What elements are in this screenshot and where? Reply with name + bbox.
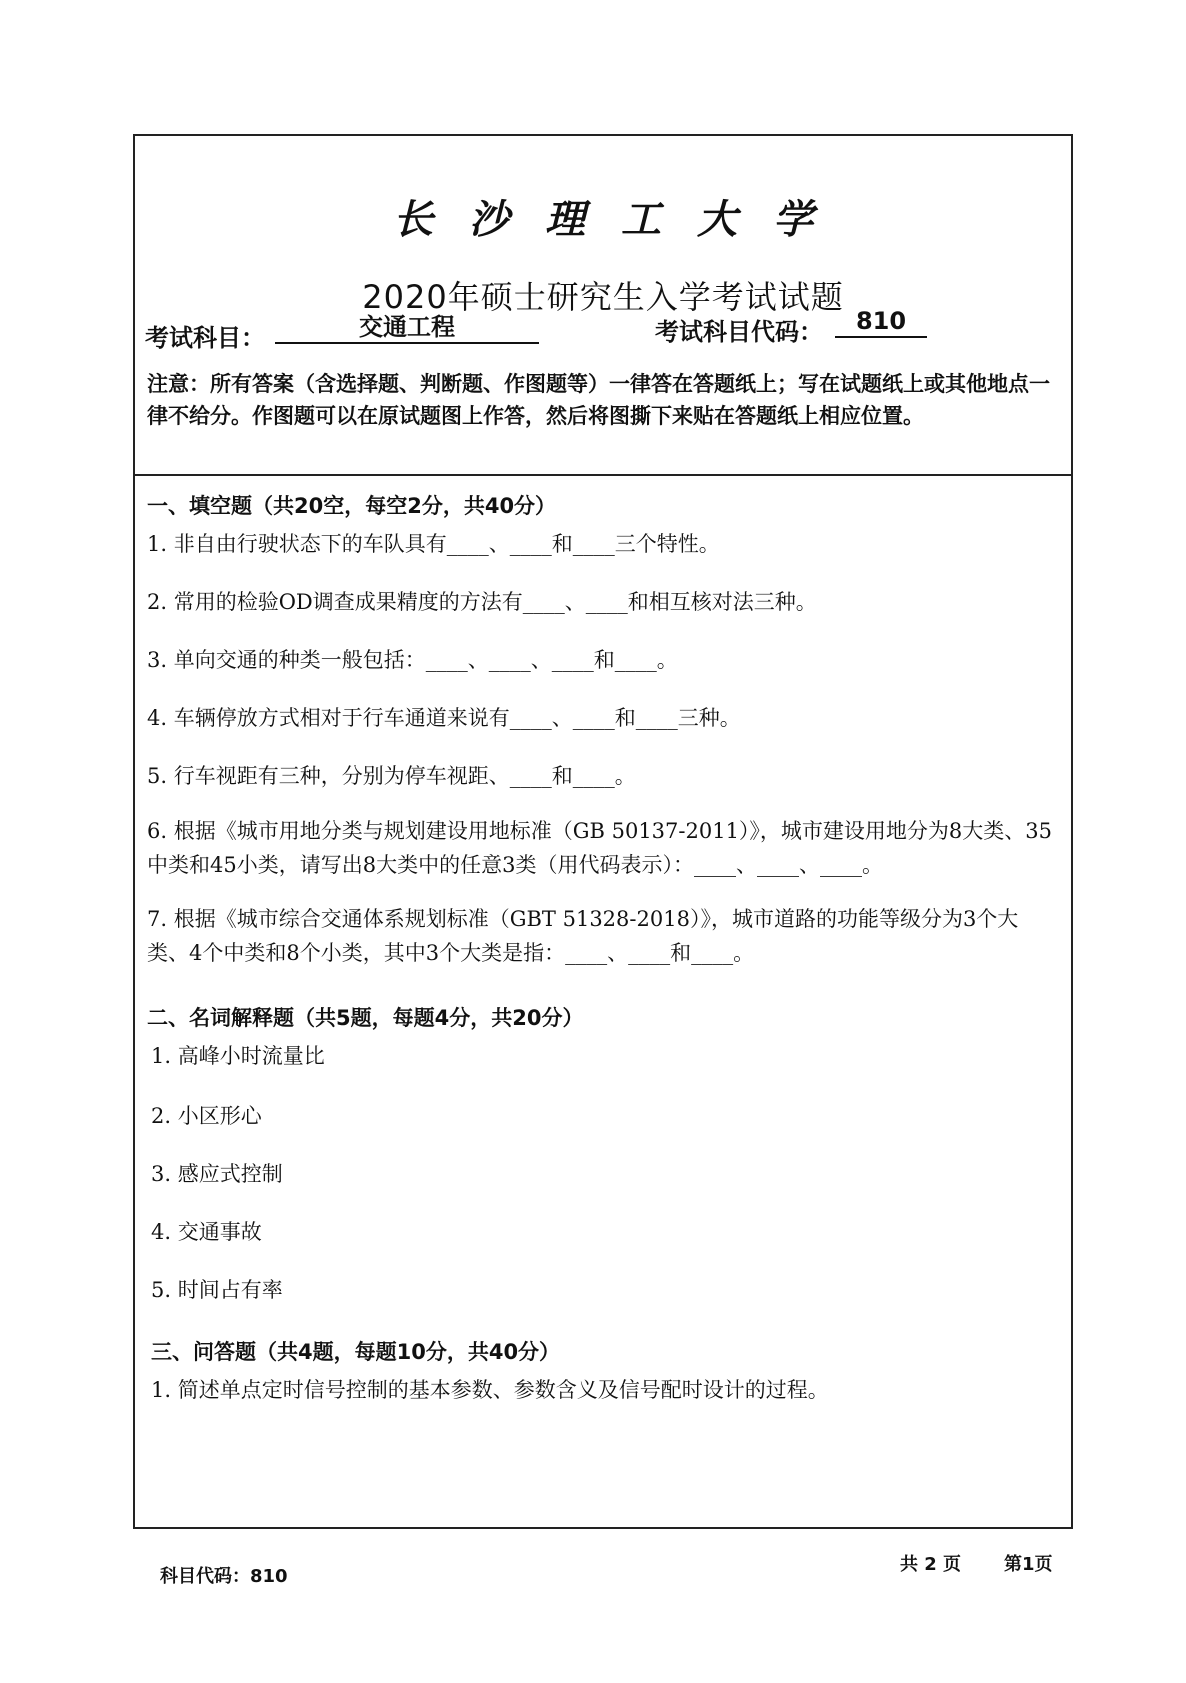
section1-heading: 一、填空题（共20空，每空2分，共40分）: [147, 494, 557, 518]
section2-q3: 3. 感应式控制: [151, 1162, 283, 1186]
section1-q7: 7. 根据《城市综合交通体系规划标准（GBT 51328-2018）》，城市道路的功能等级分为3个大类、4个中类和8个小类，其中3个大类是指：____、____和____。: [147, 907, 1019, 965]
section1-q5: 5. 行车视距有三种，分别为停车视距、____和____。: [147, 764, 636, 788]
subject-label: 考试科目：: [145, 324, 265, 352]
footer-page-number: 第1页: [1004, 1554, 1053, 1575]
section1-q1: 1. 非自由行驶状态下的车队具有____、____和____三个特性。: [147, 532, 720, 556]
section2-q1: 1. 高峰小时流量比: [151, 1044, 325, 1068]
code-value: 810: [835, 306, 927, 338]
section2-q4: 4. 交通事故: [151, 1220, 262, 1244]
footer-subject-code: 科目代码：810: [160, 1566, 288, 1587]
section2-q2: 2. 小区形心: [151, 1104, 262, 1128]
section3-heading: 三、问答题（共4题，每题10分，共40分）: [151, 1340, 561, 1364]
section1-q2: 2. 常用的检验OD调查成果精度的方法有____、____和相互核对法三种。: [147, 590, 817, 614]
section1-q6: 6. 根据《城市用地分类与规划建设用地标准（GB 50137-2011）》，城市建设用地分为8大类、35中类和45小类，请写出8大类中的任意3类（用代码表示）：____、____、____。: [147, 819, 1053, 877]
section2-q5: 5. 时间占有率: [151, 1278, 283, 1302]
subject-value: 交通工程: [275, 312, 539, 344]
section3-q1: 1. 简述单点定时信号控制的基本参数、参数含义及信号配时设计的过程。: [151, 1378, 829, 1402]
exam-frame: [133, 134, 1073, 1529]
section1-q3: 3. 单向交通的种类一般包括：____、____、____和____。: [147, 648, 678, 672]
section1-q4: 4. 车辆停放方式相对于行车通道来说有____、____和____三种。: [147, 706, 741, 730]
exam-note: 注意：所有答案（含选择题、判断题、作图题等）一律答在答题纸上；写在试题纸上或其他地点一律不给分。作图题可以在原试题图上作答，然后将图撕下来贴在答题纸上相应位置。: [147, 372, 1050, 428]
code-label: 考试科目代码：: [655, 318, 823, 346]
university-name: 长沙理工大学: [393, 196, 849, 243]
footer-total-pages: 共 2 页: [900, 1554, 962, 1575]
header-separator: [135, 474, 1071, 476]
section2-heading: 二、名词解释题（共5题，每题4分，共20分）: [147, 1006, 584, 1030]
exam-title: 2020年硕士研究生入学考试试题: [362, 278, 844, 316]
